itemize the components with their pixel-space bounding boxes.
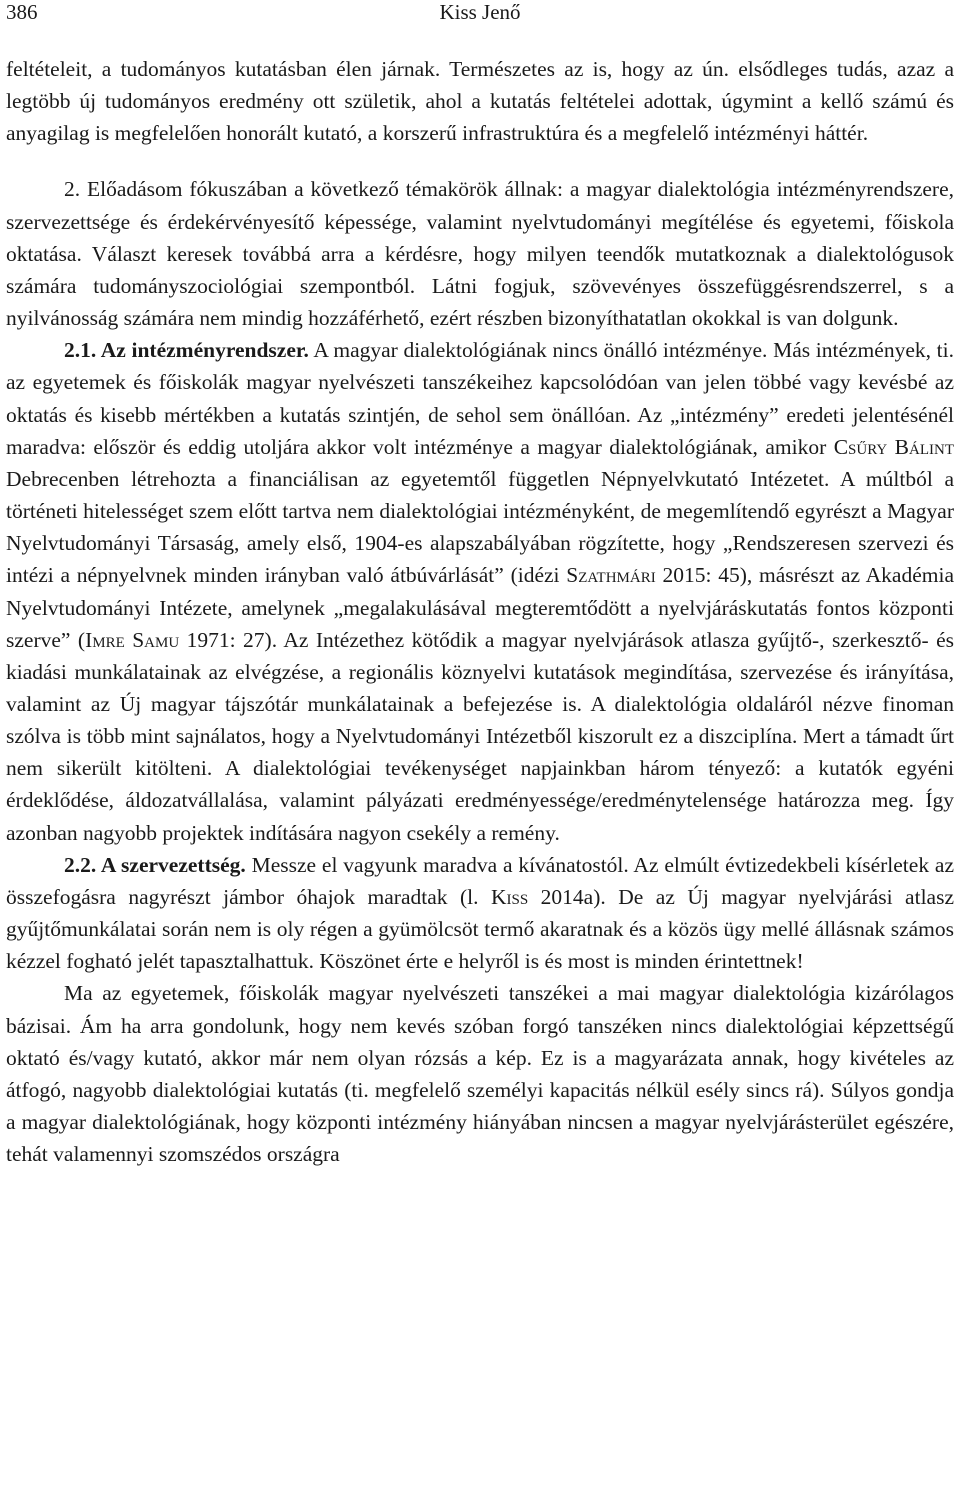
author-name: Csűry Bálint xyxy=(833,434,954,459)
paragraph xyxy=(6,334,954,849)
paragraph-text: 2014a). De az Új magyar nyelvjárási atlasz gyűjtőmunkálatai során nem is oly régen a gyümölcsöt termő akaratnak és a közös ügy mellé állásnak számos kézzel fogható jelét tapasztalhattuk. Köszönet érte e helyről is és most is minden érintettnek! xyxy=(6,884,954,974)
paragraph-text: A magyar dialektológiának nincs önálló intézménye. Más intézmények, ti. az egyetemek és főiskolák magyar nyelvészeti tanszékeihez kapcsolódóan van jelen többé vagy kevésbé az oktatás és kisebb mértékben a kutatás szintjén, de sehol sem önállóan. Az „intézmény” eredeti jelentésénél maradva: először és eddig utoljára akkor volt intézménye a magyar dialektológiának, amikor xyxy=(6,338,954,459)
body-text xyxy=(6,53,954,1170)
author-name: Imre Samu xyxy=(85,627,180,652)
paragraph-text: 1971: 27). Az Intézethez kötődik a magyar nyelvjárások atlasza gyűjtő-, szerkesztő- és kiadási munkálatainak az elvégzése, a regionális köznyelvi kutatások megindítása, szervezése és irányítása, valamint az Új magyar tájszótár munkálatainak a befejezése is. A dialektológia oldaláról nézve finoman szólva is több mint sajnálatos, hogy a Nyelvtudományi Intézetből kiszorult ez a diszciplína. Mert a támadt űrt nem sikerült kitölteni. A dialektológiai tevékenységet napjainkban három tényező: a kutatók egyéni érdeklődése, áldozatvállalása, valamint pályázati eredményessége/eredménytelensége határozza meg. Így azonban nagyobb projektek indítására nagyon csekély a remény. xyxy=(6,627,955,845)
paragraph-text: 2015: 45), másrészt az Akadémia Nyelvtudományi Intézete, amelynek „megalakulásával megteremtődött a nyelvjáráskutatás fontos központi szerve” ( xyxy=(6,563,954,652)
page-number: 386 xyxy=(6,0,38,24)
running-title: Kiss Jenő xyxy=(439,0,521,24)
paragraph-text: Messze el vagyunk maradva a kívánatostól. Az elmúlt évtizedekbeli kísérletek az összefogásra nagyrészt jámbor óhajok maradtak (l. xyxy=(6,852,954,909)
section-heading: 2.2. A szervezettség. xyxy=(64,852,246,877)
paragraph: Ma az egyetemek, főiskolák magyar nyelvészeti tanszékei a mai magyar dialektológia kizárólagos bázisai. Ám ha arra gondolunk, hogy nem kevés szóban forgó tanszéken nincs dialektológiai képzettségű oktató és/vagy kutató, akkor már nem olyan rózsás a kép. Ez is a magyarázata annak, hogy kivételes az átfogó, nagyobb dialektológiai kutatás (ti. megfelelő személyi kapacitás nélkül esély sincs rá). Súlyos gondja a magyar dialektológiának, hogy központi intézmény hiányában nincsen a magyar nyelvjárásterület egészére, tehát valamennyi szomszédos országra xyxy=(6,981,954,1167)
paragraph: feltételeit, a tudományos kutatásban élen járnak. Természetes az is, hogy az ún. elsődleges tudás, azaz a legtöbb új tudományos eredmény ott születik, ahol a kutatás feltételei adottak, úgymint a kellő számú és anyagilag is megfelelően honorált kutató, a korszerű infrastruktúra és a megfelelő intézményi háttér. xyxy=(6,57,954,146)
section-heading: 2.1. Az intézményrendszer. xyxy=(64,338,309,363)
running-head xyxy=(0,0,960,30)
author-name: Kiss xyxy=(490,884,529,909)
paragraph: 2. Előadásom fókuszában a következő témakörök állnak: a magyar dialektológia intézményrendszere, szervezettsége és érdekérvényesítő képessége, valamint nyelvtudományi megítélése és egyetemi, főiskola oktatása. Választ keresek továbbá arra a kérdésre, hogy milyen teendők mutatkoznak a dialektológusok számára tudományszociológiai szempontból. Látni fogjuk, szövevényes összefüggésrendszerrel, s a nyilvánosság számára nem mindig hozzáférhető, ezért részben bizonyíthatatlan okokkal is van dolgunk. xyxy=(6,177,954,331)
author-name: Szathmári xyxy=(566,563,656,588)
paragraph-text: Debrecenben létrehozta a financiálisan az egyetemtől független Népnyelvkutató Intézetet. A múltból a történeti hitelességet szem előtt tartva nem dialektológiai intézményként, de megemlítendő egyrészt a Magyar Nyelvtudományi Társaság, amely első, 1904-es alapszabályában rögzítette, hogy „Rendszeresen szervezi és intézi a népnyelvnek minden irányban való átbúvárlását” (idézi xyxy=(6,466,954,588)
paragraph xyxy=(6,849,954,978)
